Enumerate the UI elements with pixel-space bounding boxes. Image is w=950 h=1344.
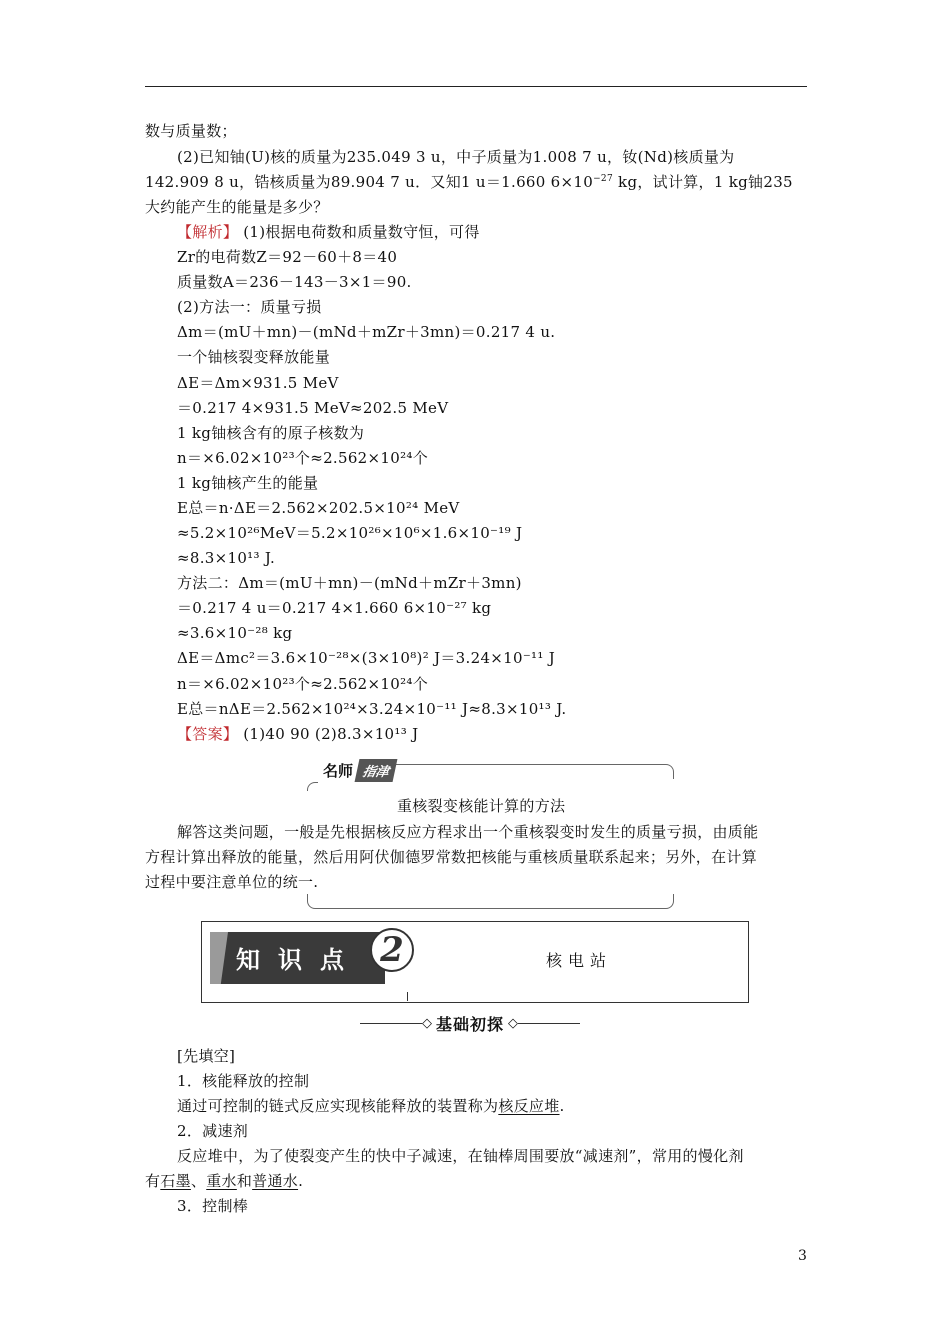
text-line: 1 kg铀核产生的能量 <box>177 474 319 492</box>
text-line: Δm＝(mU＋mn)－(mNd＋mZr＋3mn)＝0.217 4 u. <box>177 323 556 341</box>
text-line: ≈3.6×10⁻²⁸ kg <box>177 624 293 642</box>
header-rule <box>145 86 807 87</box>
knowledge-point-number: 2 <box>370 928 414 972</box>
tip-paragraph: 解答这类问题，一般是先根据核反应方程求出一个重核裂变时发生的质量亏损，由质能 <box>177 823 759 841</box>
text-line: 【答案】 (1)40 90 (2)8.3×10¹³ J <box>177 725 419 743</box>
text-line: 142.909 8 u，锆核质量为89.904 7 u．又知1 u＝1.660 $6\times 10^{-27}$ kg，试计算，1 kg铀235 <box>145 173 793 191</box>
text-line: ＝0.217 4 u＝0.217 4×1.660 6×10⁻²⁷ kg <box>177 599 492 617</box>
text-line: [先填空] <box>177 1047 236 1065</box>
answer-tag: 【答案】 <box>177 725 239 743</box>
text-line: n＝×6.02×10²³个≈2.562×10²⁴个 <box>177 449 429 467</box>
tip-title: 重核裂变核能计算的方法 <box>397 797 566 815</box>
text-line: (2)已知铀(U)核的质量为235.049 3 u，中子质量为1.008 7 u，钕(Nd)核质量为 <box>177 148 735 166</box>
text-line: ≈8.3×10¹³ J. <box>177 549 276 567</box>
text-line: ≈5.2×10²⁶MeV＝5.2×10²⁶×10⁶×1.6×10⁻¹⁹ J <box>177 524 523 542</box>
text-line: 3．控制棒 <box>177 1197 249 1215</box>
text-line: 有石墨、重水和普通水. <box>145 1172 304 1190</box>
knowledge-point-banner <box>201 921 749 1003</box>
text-line: 质量数A＝236－143－3×1＝90. <box>177 273 412 291</box>
diamond-icon: ◇ <box>422 1016 432 1031</box>
text-line: 【解析】 (1)根据电荷数和质量数守恒，可得 <box>177 223 480 241</box>
diamond-icon: ◇ <box>508 1016 519 1031</box>
section-heading: ◇ 基础初探 ◇ <box>360 1012 580 1035</box>
knowledge-point-title: 核电站 <box>546 951 613 970</box>
text-line: 数与质量数； <box>145 122 237 140</box>
text-line: 通过可控制的链式反应实现核能释放的装置称为核反应堆. <box>177 1097 565 1115</box>
text-line: 一个铀核裂变释放能量 <box>177 348 331 366</box>
text-line: Zr的电荷数Z＝92－60＋8＝40 <box>177 248 398 266</box>
tip-paragraph: 过程中要注意单位的统一. <box>145 873 319 891</box>
text-line: E总＝n·ΔE＝2.562×202.5×10²⁴ MeV <box>177 499 460 517</box>
knowledge-point-label: 知识点 <box>236 946 362 974</box>
text-line: 反应堆中，为了使裂变产生的快中子减速，在铀棒周围要放“减速剂”，常用的慢化剂 <box>177 1147 744 1165</box>
text-line: 2．减速剂 <box>177 1122 249 1140</box>
text-line: n＝×6.02×10²³个≈2.562×10²⁴个 <box>177 675 429 693</box>
text-line: 1．核能释放的控制 <box>177 1072 310 1090</box>
text-line: ΔE＝Δm×931.5 MeV <box>177 374 339 392</box>
teacher-tip-badge: 名师 指津 <box>319 758 395 782</box>
text-line: ＝0.217 4×931.5 MeV≈202.5 MeV <box>177 399 449 417</box>
tip-paragraph: 方程计算出释放的能量，然后用阿伏伽德罗常数把核能与重核质量联系起来；另外，在计算 <box>145 848 758 866</box>
text-line: E总＝nΔE＝2.562×10²⁴×3.24×10⁻¹¹ J≈8.3×10¹³ J. <box>177 700 567 718</box>
analysis-tag: 【解析】 <box>177 223 239 241</box>
text-line: (2)方法一：质量亏损 <box>177 298 322 316</box>
text-line: 方法二：Δm＝(mU＋mn)－(mNd＋mZr＋3mn) <box>177 574 522 592</box>
text-line: ΔE＝Δmc²＝3.6×10⁻²⁸×(3×10⁸)² J＝3.24×10⁻¹¹ J <box>177 649 556 667</box>
text-line: 1 kg铀核含有的原子核数为 <box>177 424 365 442</box>
page-number: 3 <box>798 1248 807 1264</box>
text-line: 大约能产生的能量是多少？ <box>145 198 329 216</box>
